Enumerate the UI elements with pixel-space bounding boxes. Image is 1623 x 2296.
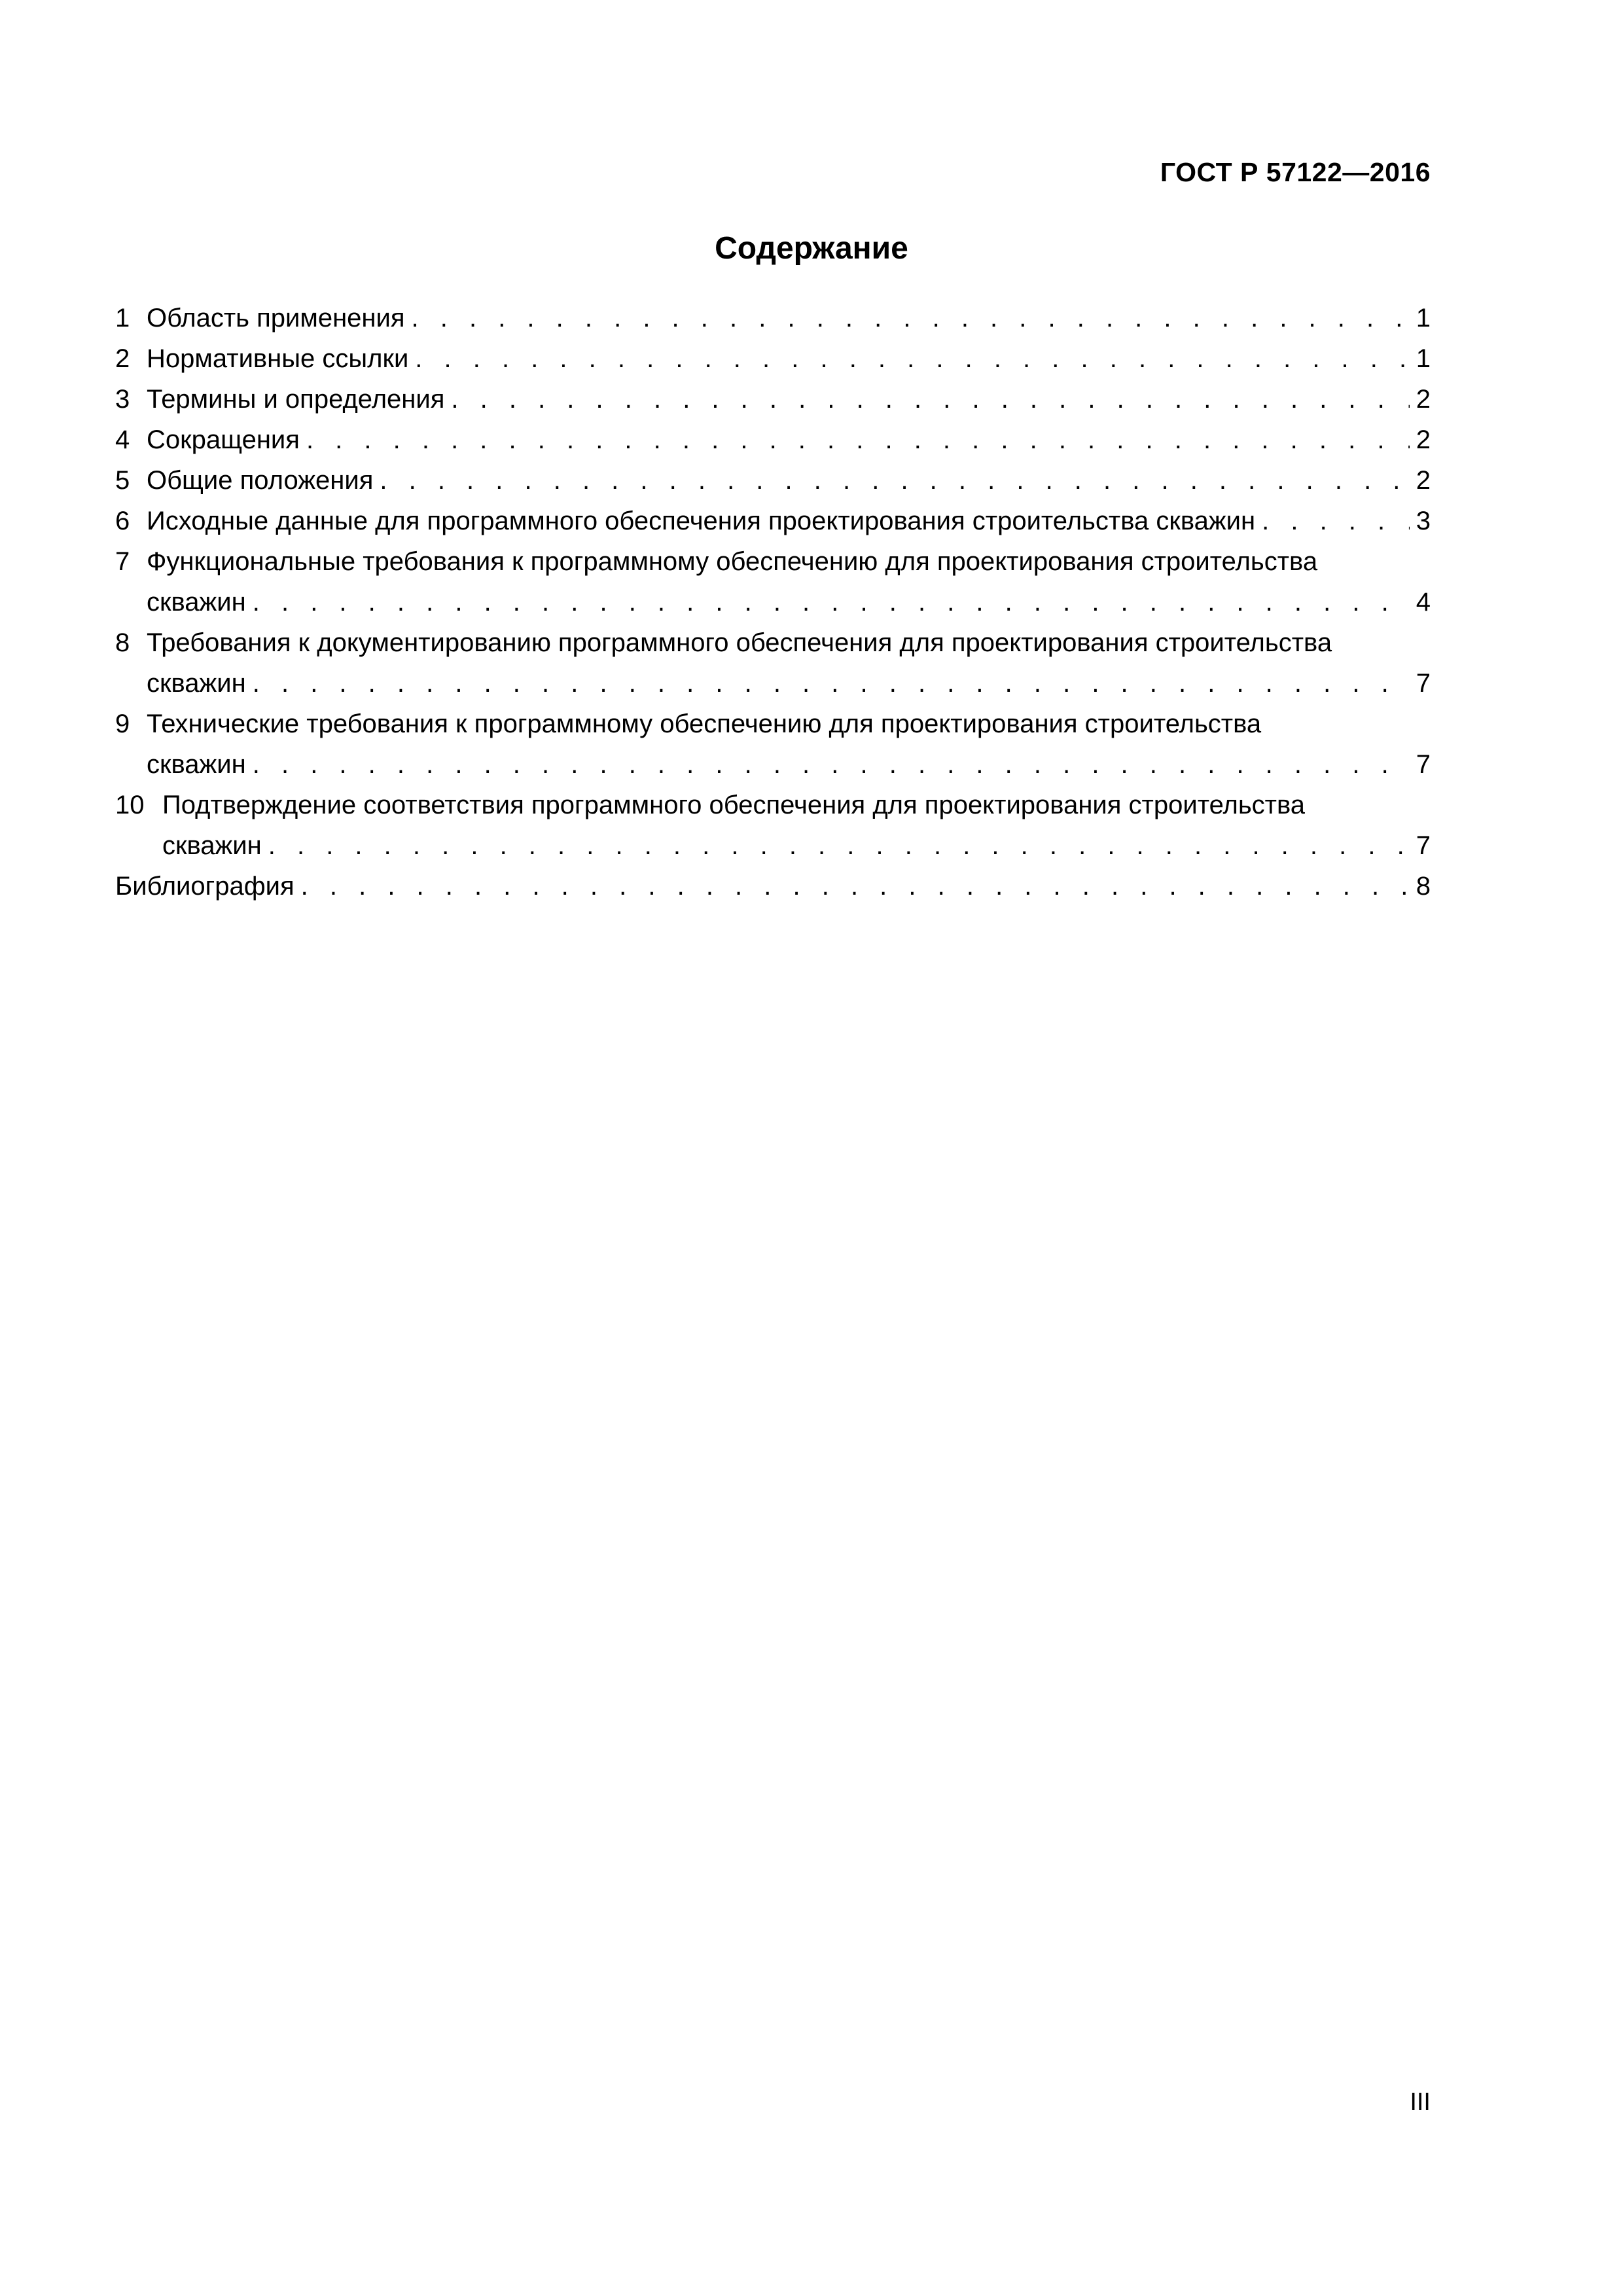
dot-leader: [268, 825, 1410, 866]
toc-entry-title[interactable]: Требования к документированию программного обеспечения для проектирования строительства: [147, 628, 1332, 657]
dot-leader: [306, 420, 1410, 460]
toc-entry-title[interactable]: Технические требования к программному обеспечению для проектирования строительства: [147, 709, 1262, 738]
toc-entry-title[interactable]: Термины и определения: [147, 385, 445, 414]
toc-entry-page: 1: [1416, 304, 1431, 332]
toc-entry-number: 1: [115, 304, 130, 332]
toc-entry[interactable]: [115, 379, 1431, 420]
toc-entry[interactable]: [115, 704, 1431, 785]
table-of-contents: [115, 298, 1431, 906]
toc-entry-title[interactable]: Нормативные ссылки: [147, 344, 409, 373]
toc-entry-bibliography[interactable]: [115, 866, 1431, 906]
toc-entry-title-continuation[interactable]: скважин: [147, 750, 246, 779]
toc-entry[interactable]: [115, 541, 1431, 622]
toc-entry-title[interactable]: Подтверждение соответствия программного обеспечения для проектирования строительства: [162, 791, 1306, 819]
toc-entry-title[interactable]: Исходные данные для программного обеспечения проектирования строительства скважин: [147, 507, 1256, 535]
dot-leader: [415, 338, 1409, 379]
toc-entry[interactable]: [115, 501, 1431, 541]
toc-entry-page: 2: [1416, 425, 1431, 454]
toc-entry-page: 8: [1416, 872, 1431, 901]
toc-entry-number: 3: [115, 385, 130, 414]
toc-entry-title-continuation[interactable]: скважин: [147, 669, 246, 698]
dot-leader: [253, 582, 1410, 622]
toc-entry[interactable]: [115, 785, 1431, 866]
toc-entry-title[interactable]: Библиография: [115, 872, 294, 901]
toc-entry-title[interactable]: Сокращения: [147, 425, 300, 454]
toc-entry-number: 4: [115, 425, 130, 454]
toc-entry[interactable]: [115, 460, 1431, 501]
toc-entry-page: 7: [1416, 750, 1431, 779]
toc-entry-page: 7: [1416, 669, 1431, 698]
toc-entry[interactable]: [115, 338, 1431, 379]
toc-entry-page: 2: [1416, 466, 1431, 495]
dot-leader: [412, 298, 1410, 338]
dot-leader: [253, 663, 1410, 704]
toc-entry-number: 9: [115, 709, 130, 738]
toc-entry-number: 7: [115, 547, 130, 576]
dot-leader: [451, 379, 1409, 420]
toc-entry[interactable]: [115, 420, 1431, 460]
dot-leader: [301, 866, 1410, 906]
toc-entry-number: 10: [115, 791, 145, 819]
toc-entry-number: 2: [115, 344, 130, 373]
document-code: ГОСТ Р 57122—2016: [1160, 157, 1431, 187]
toc-entry-page: 1: [1416, 344, 1431, 373]
toc-entry-page: 3: [1416, 507, 1431, 535]
toc-entry-page: 7: [1416, 831, 1431, 860]
dot-leader: [1262, 501, 1410, 541]
toc-entry[interactable]: [115, 622, 1431, 704]
toc-entry-title-continuation[interactable]: скважин: [147, 588, 246, 617]
toc-entry-title[interactable]: Функциональные требования к программному обеспечению для проектирования строительства: [147, 547, 1318, 576]
toc-entry-title[interactable]: Область применения: [147, 304, 405, 332]
toc-title: Содержание: [715, 231, 908, 266]
toc-entry-page: 4: [1416, 588, 1431, 617]
toc-entry-title[interactable]: Общие положения: [147, 466, 374, 495]
toc-entry[interactable]: [115, 298, 1431, 338]
dot-leader: [380, 460, 1409, 501]
toc-entry-number: 5: [115, 466, 130, 495]
toc-entry-number: 6: [115, 507, 130, 535]
dot-leader: [253, 744, 1410, 785]
page-number: III: [1410, 2089, 1431, 2116]
toc-entry-page: 2: [1416, 385, 1431, 414]
toc-entry-title-continuation[interactable]: скважин: [162, 831, 262, 860]
toc-entry-number: 8: [115, 628, 130, 657]
